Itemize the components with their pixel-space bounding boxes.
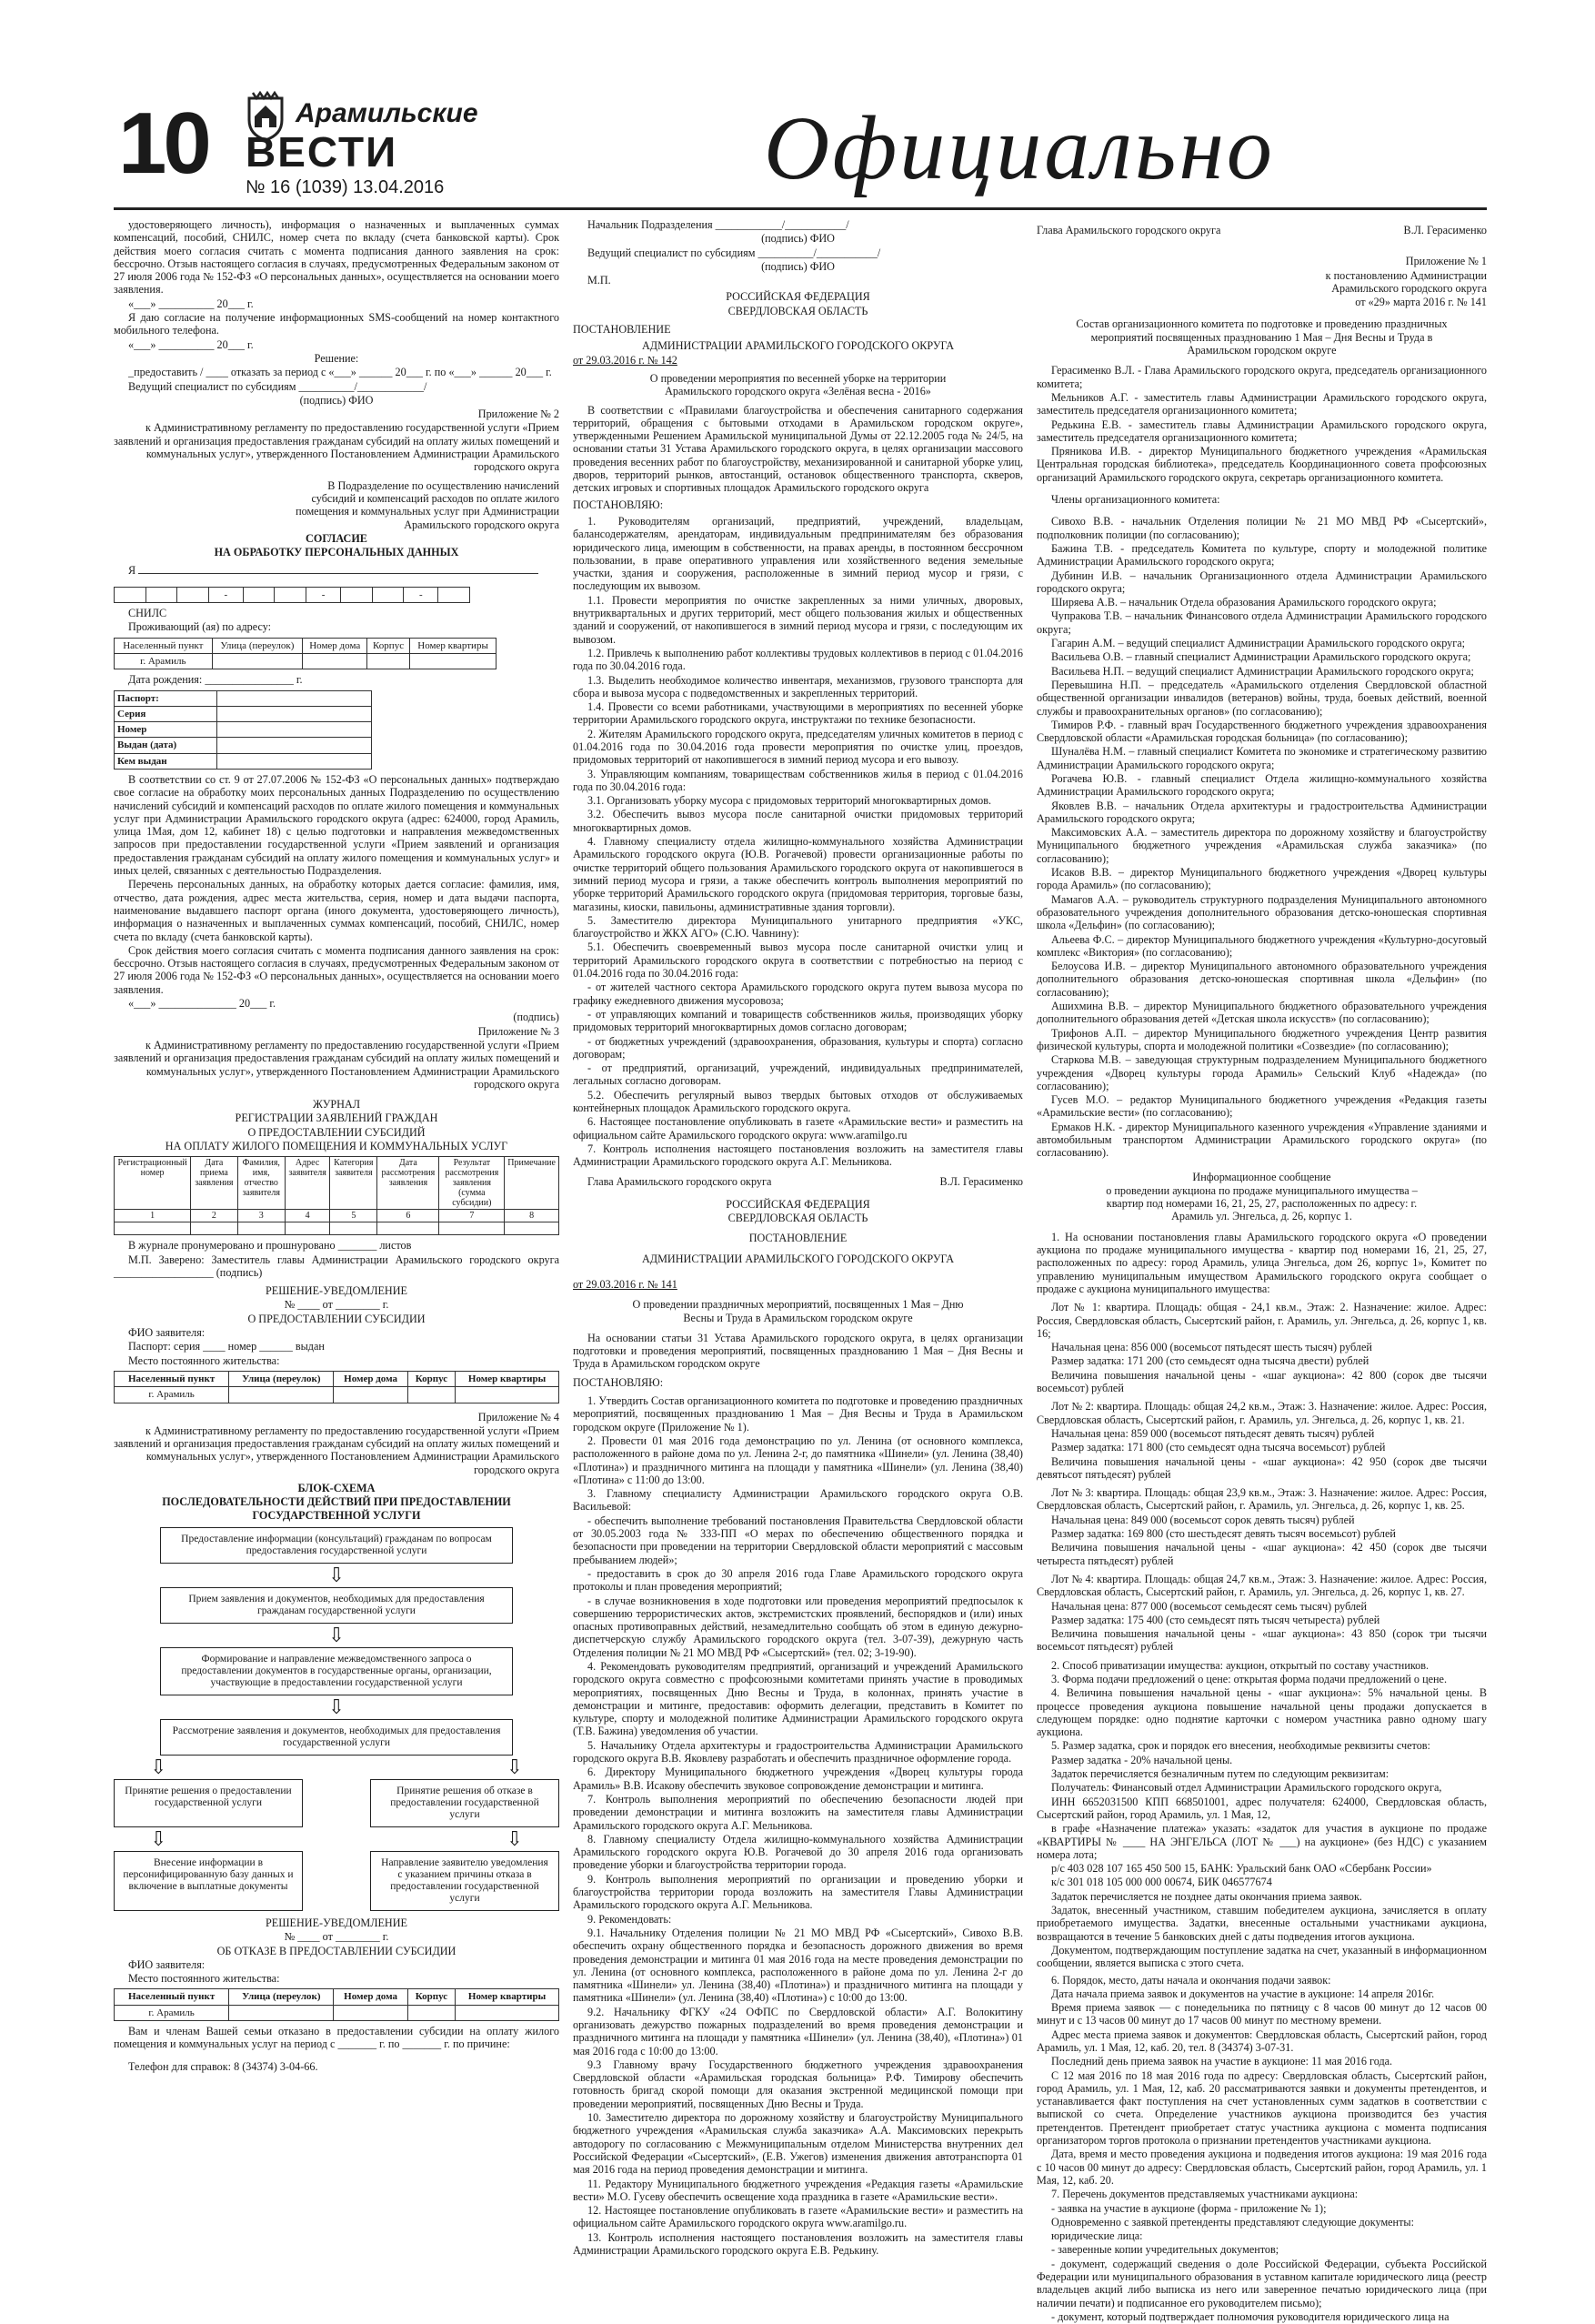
- lot-price: Начальная цена: 849 000 (восемьсот сорок девять тысяч) рублей: [1051, 1513, 1355, 1526]
- paragraph: 6. Директору Муниципального бюджетного учреждения «Дворец культуры города Арамиль» В.В. Исакову обеспечить звуковое сопровождение демонстрации и митинга.: [573, 1766, 1023, 1792]
- paragraph: - от бюджетных учреждений (здравоохранения, образования, культуры и спорта) согласно договорам;: [573, 1034, 1023, 1061]
- decision-title: РЕШЕНИЕ-УВЕДОМЛЕНИЕ: [266, 1916, 407, 1929]
- member: Исаков В.В. – директор Муниципального бюджетного учреждения «Дворец культуры города Арамиль» (по согласованию);: [1037, 866, 1487, 892]
- country: РОССИЙСКАЯ ФЕДЕРАЦИЯ: [726, 1197, 870, 1211]
- decree-word: ПОСТАНОВЛЯЮ:: [573, 1375, 664, 1389]
- paragraph: 4. Величина повышения начальной цены - «шаг аукциона»: 5% начальной цены. В процессе проведения аукциона повышение начальной цены продажи допускается в следующем порядке: одно поднятие карточки с номером участника равно одному шагу аукциона.: [1037, 1686, 1487, 1739]
- paragraph: удостоверяющего личность), информация о назначенных и выплаченных суммах компенсаций, пособий, СНИЛС, номер счета по вкладу (счета банковской карты). Срок действия моего согласия считать с момента подписания данного заявления на срок: бессрочно. Отзыв настоящего согласия в случаях, предусмотренных Федеральным законом от 27 июля 2006 года № 152-ФЗ «О персональных данных», осуществляется на основании моего заявления.: [114, 218, 559, 297]
- flowchart-subtitle: ПОСЛЕДОВАТЕЛЬНОСТИ ДЕЙСТВИЙ ПРИ ПРЕДОСТАВЛЕНИИ ГОСУДАРСТВЕННОЙ УСЛУГИ: [162, 1495, 511, 1522]
- paragraph: в графе «Назначение платежа» указать: «задаток для участия в аукционе по продаже «КВАРТИРЫ № ____ НА ЭНГЕЛЬСА (ЛОТ № ___) на аукционе» (без НДС) с указанием номера лота;: [1037, 1822, 1487, 1861]
- col-header: Улица (переулок): [212, 638, 303, 653]
- passport-line: Паспорт: серия ____ номер ______ выдан: [128, 1340, 325, 1353]
- paragraph: - от предприятий, организаций, учреждений, индивидуальных предпринимателей, легальных согласно договорам.: [573, 1061, 1023, 1088]
- flow-box: Направление заявителю уведомления с указанием причины отказа в предоставлении государственной услуги: [370, 1851, 559, 1911]
- lot-deposit: Размер задатка: 175 400 (сто семьдесят пять тысяч четыреста) рублей: [1051, 1613, 1380, 1626]
- journal-note: В журнале пронумеровано и прошнуровано _______ листов: [128, 1239, 412, 1253]
- name-blank: [138, 573, 538, 574]
- member: Чупракова Т.В. – начальник Финансового отдела Администрации Арамильского городского округа;: [1037, 609, 1487, 636]
- snils-grid: - - -: [114, 587, 470, 603]
- specialist-line: Ведущий специалист по субсидиям __________/____________/: [128, 379, 427, 393]
- header-rule: [114, 207, 1487, 210]
- paragraph: Документом, подтверждающим поступление задатка на счет, указанный в информационном сообщении, является выписка с этого счета.: [1037, 1943, 1487, 1970]
- member: Трифонов А.П. – директор Муниципального бюджетного учреждения Центр развития физической культуры, спорта и молодежной политики «Созвездие» (по согласованию);: [1037, 1026, 1487, 1052]
- paragraph: В соответствии со ст. 9 от 27.07.2006 № 152-ФЗ «О персональных данных» подтверждаю свое согласие на обработку моих персональных данных Подразделению по осуществлению начислений субсидий и компенсаций расходов по оплате жилого помещения и коммунальных услуг при Администрации Арамильского городского округа (адрес: 624000, город Арамиль, улица 1Мая, дом 12, кабинет 18) с целью подготовки и направления межведомственных запросов при предоставлении государственной услуги «Прием заявлений и организация предоставления гражданам субсидий на оплату жилого помещения и коммунальных услуг» и иных целей, связанных с деятельностью Подразделения.: [114, 772, 559, 878]
- paragraph: 1.4. Провести со всеми работниками, участвующими в мероприятиях по весенней уборке территории Арамильского городского округа, инструктажи по технике безопасности.: [573, 700, 1023, 727]
- journal-title: ЖУРНАЛ: [312, 1098, 361, 1112]
- appendix-text: к Административному регламенту по предоставлению государственной услуги «Прием заявлений и организация предоставления гражданам субсидий на оплату жилых помещений и коммунальных услуг», утвержденного Постановлением Администрации Арамильского городского округа: [114, 1038, 559, 1091]
- member: Перевышина Н.П. – председатель «Арамильского отделения Свердловской областной общественной организации инвалидов (ветеранов) войны, труда, боевых действий, военной службы и правоохранительных органов» (по согласованию);: [1037, 678, 1487, 718]
- column-1: [114, 218, 559, 2074]
- fio-line: ФИО заявителя:: [128, 1326, 206, 1340]
- member: Пряникова И.В. - директор Муниципального бюджетного учреждения «Арамильская Центральная городская библиотека», председатель Координационного совета профсоюзных организаций Арамильского городского округа, секретарь организационного комитета.: [1037, 445, 1487, 484]
- arrow-down-icon: ⇩: [150, 1755, 167, 1778]
- paragraph: 10. Заместителю директора по дорожному хозяйству и благоустройству Муниципального бюджетного учреждения «Арамильская служба заказчика» А.А. Максимовских перекрыть автодорогу по согласованию с Межмуниципальным отделом Министерства внутренних дел Российской Федерации «Сысертский», (Е.В. Ужегов) изменения движения автотранспорта 01 мая 2016 года на период проведения демонстрации и митинга.: [573, 2111, 1023, 2177]
- stamp-place: М.П.: [587, 274, 611, 287]
- phone-line: Телефон для справок: 8 (34374) 3-04-66.: [128, 2059, 318, 2073]
- journal-table: Регистрационный номер Дата приема заявления Фамилия, имя, отчество заявителя Адрес заявителя Категория заявителя Дата рассмотрения заявления Результат рассмотрения заявления (сумма субсидии) Примечание 1 2 3 4 5 6 7 8: [114, 1156, 559, 1235]
- journal-title: РЕГИСТРАЦИИ ЗАЯВЛЕНИЙ ГРАЖДАН: [235, 1112, 438, 1125]
- paragraph: 9.2. Начальнику ФГКУ «24 ОФПС по Свердловской области» А.Г. Волокитину организовать дежурство пожарных подразделений во время проведения демонстрации и праздничного митинга на площади у памятника «Шинели» (ул. Ленина (38,40), «Плотина») 01 мая 2016 года с 10:00 до 13:00.: [573, 2005, 1023, 2057]
- appendix-heading: Приложение № 1: [1405, 255, 1487, 268]
- paragraph: 3.1. Организовать уборку мусора с придомовых территорий многоквартирных домов.: [587, 794, 992, 808]
- flowchart-title: БЛОК-СХЕМА: [297, 1482, 376, 1495]
- appendix-text: к постановлению Администрации Арамильского городского округа: [1325, 268, 1487, 295]
- paragraph: 5. Размер задатка, срок и порядок его внесения, необходимые реквизиты счетов:: [1051, 1739, 1430, 1753]
- lot: Лот № 3: квартира. Площадь: общая 23,9 кв.м., Этаж: 3. Назначение: жилое. Адрес: Россия, Свердловская область, Сысертский район, г. Арамиль, ул. Энгельса, д. 26, корпус 1, кв. 25.: [1037, 1486, 1487, 1513]
- member: Гусев М.О. – редактор Муниципального бюджетного учреждения «Редакция газеты «Арамильские вести» (по согласованию);: [1037, 1093, 1487, 1120]
- paragraph: к/с 301 018 105 000 000 00674, БИК 046577674: [1051, 1876, 1272, 1889]
- passport-table: Паспорт: Серия Номер Выдан (дата) Кем выдан: [114, 690, 372, 770]
- lot-deposit: Размер задатка: 171 200 (сто семьдесят одна тысяча двести) рублей: [1051, 1354, 1369, 1368]
- member: Старкова М.В. – заведующая структурным подразделением Муниципального бюджетного учреждения «Дворец культуры города Арамиль» Сельский Клуб «Надежда» (по согласованию);: [1037, 1053, 1487, 1092]
- paragraph: 1.3. Выделить необходимое количество инвентаря, механизмов, грузового транспорта для сбора и вывоза мусора с подведомственных и закрепленных территорий.: [573, 673, 1023, 699]
- journal-sign: М.П. Заверено: Заместитель главы Администрации Арамильского городского округа __________________ (подпись): [114, 1253, 559, 1279]
- paragraph: 9. Рекомендовать:: [587, 1912, 672, 1926]
- member: Ермаков Н.К. - директор Муниципального казенного учреждения «Управление зданиями и автомобильным транспортом Администрации Арамильского городского округа» (по согласованию).: [1037, 1120, 1487, 1160]
- paragraph: Задаток, внесенный участником, ставшим победителем аукциона, зачисляется в оплату приобретаемого имущества. Задатки, внесенные остальными участниками аукциона, возвращаются в течение 5 банковских дней с даты подведения итогов аукциона.: [1037, 1904, 1487, 1943]
- decision-line: _предоставить / ____ отказать за период с «___» ______ 20___ г. по «___» ______ 20___ г.: [128, 366, 552, 379]
- member: Герасименко В.Л. - Глава Арамильского городского округа, председатель организационного комитета;: [1037, 364, 1487, 390]
- region: СВЕРДЛОВСКАЯ ОБЛАСТЬ: [727, 304, 868, 317]
- appendix-heading: Приложение № 3: [477, 1024, 559, 1038]
- page-number: 10: [118, 95, 208, 192]
- paragraph: 9.3 Главному врачу Государственного бюджетного учреждения здравоохранения Свердловской области «Арамильская городская больница» Р.Ф. Тимирову обеспечить готовность бригад скорой помощи для оказания экстренной медицинской помощи при проведении мероприятий, посвященных Дню Весны и Труда.: [573, 2057, 1023, 2110]
- date-line: «___» __________ 20___ г.: [128, 297, 254, 310]
- arrow-down-icon: ⇩: [506, 1755, 523, 1778]
- brand-logo: ВЕСТИ: [246, 128, 398, 176]
- member: Ширяева А.В. – начальник Отдела образования Арамильского городского округа;: [1051, 596, 1437, 609]
- paragraph: юридические лица:: [1051, 2229, 1143, 2243]
- paragraph: 7. Перечень документов представляемых участниками аукциона:: [1051, 2188, 1359, 2201]
- paragraph: Получатель: Финансовый отдел Администрации Арамильского городского округа,: [1051, 1781, 1442, 1795]
- address-table: Населенный пункт Улица (переулок) Номер дома Корпус Номер квартиры г. Арамиль: [114, 1371, 559, 1403]
- place-line: Место постоянного жительства:: [128, 1972, 280, 1986]
- paragraph: 7. Контроль исполнения настоящего постановления возложить на заместителя главы Администрации Арамильского городского округа А.Г. Мельникова.: [573, 1142, 1023, 1169]
- member: Мамагов А.А. – руководитель структурного подразделения Муниципального автономного образовательного учреждения дополнительного образования детско-юношеская спортивная школа «Дельфин» (по согласованию);: [1037, 892, 1487, 932]
- paragraph: Одновременно с заявкой претенденты представляют следующие документы:: [1051, 2215, 1414, 2228]
- paragraph: Срок действия моего согласия считать с момента подписания данного заявления на срок: бессрочно. Отзыв настоящего согласия в случаях, предусмотренных Федеральным законом от 27 июля 2006 года № 152-ФЗ «О персональных данных», осуществляется на основании моего заявления.: [114, 943, 559, 996]
- flow-box: Предоставление информации (консультаций) гражданам по вопросам предоставления государственной услуги: [160, 1527, 513, 1564]
- col-header: Корпус: [367, 638, 409, 653]
- decree-word: ПОСТАНОВЛЯЮ:: [573, 498, 664, 511]
- paragraph: 4. Главному специалисту отдела жилищно-коммунального хозяйства Администрации Арамильского городского округа (Ю.В. Рогачевой) провести организационные работы по очистке территорий общего пользования Арамильского городского округа от накопившегося в зимний период мусора и грязи, а также обеспечить контроль выполнения мероприятий по уборке территорий Арамильского городского округа (придомовая территория, торговые базы, магазины, киоски, павильоны, административные здания торговли).: [573, 835, 1023, 913]
- paragraph: - в случае возникновения в ходе подготовки или проведения мероприятий предпосылок к совершению террористических актов, экстремистских проявлений, беспорядков и (или) иных опасных противоправных действий, незамедлительно сообщать об этом в единую дежурно-диспетчерскую службу Арамильского городского округа (тел. 3-07-39), дежурную часть Отделения полиции № 21 МО МВД РФ «Сысертский» (тел. 02; 3-19-90).: [573, 1594, 1023, 1659]
- col-header: Номер дома: [303, 638, 367, 653]
- member: Васильева Н.П. – ведущий специалист Администрации Арамильского городского округа;: [1051, 664, 1474, 678]
- member: Рогачева Ю.В. - главный специалист Отдела жилищно-коммунального хозяйства Администрации Арамильского городского округа;: [1037, 771, 1487, 799]
- paragraph: 11. Редактору Муниципального бюджетного учреждения «Редакция газеты «Арамильские вести» М.О. Гусеву обеспечить освещение хода праздника в газете «Арамильские вести».: [573, 2177, 1023, 2203]
- paragraph: 1. Руководителям организаций, предприятий, учреждений, владельцам, балансодержателям, арендаторам, индивидуальным предпринимателям без образования юридического лица, имеющим в собственности, на правах аренды, в постоянном бессрочном пользовании, в праве оперативного управления или хозяйственного ведения земельные участки, здания и сооружения, расположенные в зимний период мусор и грязи, с последующим их вывозом.: [573, 514, 1023, 593]
- paragraph: 12. Настоящее постановление опубликовать в газете «Арамильские вести» и разместить на официальном сайте Арамильского городского округа www.aramilgo.ru.: [573, 2204, 1023, 2230]
- signature-caption: (подпись) ФИО: [761, 232, 835, 246]
- date-line: «___» ______________ 20___ г.: [128, 997, 276, 1011]
- paragraph: 2. Жителям Арамильского городского округа, председателям уличных комитетов в период с 01.04.2016 года по 30.04.2016 года провести мероприятия по очистке улиц, проездов, придомовых территорий от накопившегося в зимний период мусора и его вывозу.: [573, 727, 1023, 767]
- member: Гагарин А.М. – ведущий специалист Администрации Арамильского городского округа;: [1051, 637, 1466, 650]
- address-table: Населенный пункт Улица (переулок) Номер дома Корпус Номер квартиры г. Арамиль: [114, 1988, 559, 2021]
- decision-label: Решение:: [314, 351, 359, 365]
- lot-step: Величина повышения начальной цены - «шаг аукциона»: 42 450 (сорок две тысячи четыреста пятьдесят) рублей: [1037, 1541, 1487, 1567]
- paragraph: 3. Главному специалисту Администрации Арамильского городского округа О.В. Васильевой:: [573, 1487, 1023, 1514]
- arrow-down-icon: ⇩: [327, 1563, 346, 1586]
- doc-subject: О проведении праздничных мероприятий, посвященных 1 Мая – Дню Весны и Труда в Арамильском городском округе: [632, 1298, 964, 1324]
- paragraph: 5. Начальнику Отдела архитектуры и градостроительства Администрации Арамильского городского округа В.В. Яковлеву разработать и обеспечить праздничное оформление города.: [573, 1738, 1023, 1766]
- flow-box: Рассмотрение заявления и документов, необходимых для предоставления государственной услуги: [160, 1719, 513, 1756]
- column-3: [1037, 218, 1487, 2324]
- arrow-down-icon: ⇩: [506, 1826, 523, 1850]
- paragraph: Я даю согласие на получение информационных SMS-сообщений на номер контактного мобильного телефона.: [114, 311, 559, 337]
- decision-subject: ОБ ОТКАЗЕ В ПРЕДОСТАВЛЕНИИ СУБСИДИИ: [216, 1944, 456, 1957]
- paragraph: 2. Провести 01 мая 2016 года демонстрацию по ул. Ленина (от основного комплекса, расположенного в районе дома по ул. Ленина 2-г, до памятника «Шинели» (ул. Ленина (38,40) «Плотина») и праздничного митинга на площади у памятника «Шинели» (ул. Ленина (38,40) «Плотина» с 11:00 до 13:00.: [573, 1434, 1023, 1486]
- lot-step: Величина повышения начальной цены - «шаг аукциона»: 42 950 (сорок две тысячи девятьсот пятьдесят) рублей: [1037, 1454, 1487, 1481]
- col-header: Номер квартиры: [409, 638, 497, 653]
- paragraph: - заверенные копии учредительных документов;: [1051, 2243, 1279, 2257]
- ya-label: Я: [114, 564, 559, 577]
- consent-title: СОГЛАСИЕ: [306, 531, 367, 545]
- snils-label: СНИЛС: [128, 607, 167, 620]
- doc-type: ПОСТАНОВЛЕНИЕ: [573, 323, 671, 337]
- signature-caption: (подпись) ФИО: [299, 393, 374, 407]
- consent-subtitle: НА ОБРАБОТКУ ПЕРСОНАЛЬНЫХ ДАННЫХ: [214, 546, 459, 559]
- issue-number: № 16 (1039) 13.04.2016: [246, 177, 445, 197]
- paragraph: - от жителей частного сектора Арамильского городского округа путем вывоза мусора по графику ежедневного движения мусоровоза;: [573, 981, 1023, 1007]
- notice-title: Информационное сообщение: [1192, 1170, 1331, 1183]
- paragraph: 13. Контроль исполнения настоящего постановления возложить на заместителя главы Администрации Арамильского городского округа Е.В. Редькину.: [573, 2230, 1023, 2258]
- paragraph: 1. На основании постановления главы Арамильского городского округа «О проведении аукциона по продаже муниципального имущества - квартир под номерами 16, 21, 25, 27, расположенных по адресу: город Арамиль, улица Энгельса, дом 26, корпус 1», Комитет по управлению муниципальным имуществом Арамильского городского округа сообщает о продаже с аукциона муниципального имущества:: [1037, 1230, 1487, 1295]
- place-line: Место постоянного жительства:: [128, 1353, 280, 1367]
- appendix-date: от «29» марта 2016 г. № 141: [1355, 296, 1487, 309]
- paragraph: 6. Порядок, место, даты начала и окончания подачи заявок:: [1051, 1973, 1331, 1987]
- flow-box: Принятие решения об отказе в предоставлении государственной услуги: [370, 1779, 559, 1827]
- journal-title: НА ОПЛАТУ ЖИЛОГО ПОМЕЩЕНИЯ И КОММУНАЛЬНЫХ УСЛУГ: [165, 1140, 508, 1152]
- paragraph: 5.1. Обеспечить своевременный вывоз мусора после санитарной очистки улиц и территорий Арамильского городского округа в соответствии с потребностью на период с 01.04.2016 года по 30.04.2016 года:: [573, 941, 1023, 981]
- paragraph: 7. Контроль выполнения мероприятий по обеспечению безопасности людей при проведении демонстрации и митинга возложить на заместителя главы Администрации Арамильского городского округа А.Г. Мельникова.: [573, 1792, 1023, 1832]
- arrow-down-icon: ⇩: [327, 1695, 346, 1718]
- appendix-text: к Административному регламенту по предоставлению государственной услуги «Прием заявлений и организация предоставления гражданам субсидий на оплату жилых помещений и коммунальных услуг», утвержденного Постановлением Администрации Арамильского городского округа: [114, 1424, 559, 1476]
- addressee: В Подразделение по осуществлению начислений субсидий и компенсаций расходов по оплате жилого помещения и коммунальных услуг при Администрации Арамильского городского округа: [296, 478, 559, 531]
- decision-number: № ____ от ________ г.: [284, 1298, 389, 1312]
- paragraph: С 12 мая 2016 по 18 мая 2016 года по адресу: Свердловская область, Сысертский район, город Арамиль, ул. 1 Мая, 12, каб. 20 рассматриваются заявки и документы претендентов, и устанавливается факт поступления на счет установленных сумм задатков в соответствии с выпиской со счета. Определение участников аукциона производится без участия претендентов. Претендент приобретает статус участника аукциона с момента подписания организатором торгов протокола о признании претендентов участниками аукциона.: [1037, 2068, 1487, 2148]
- spec-line: Ведущий специалист по субсидиям __________/___________/: [587, 246, 881, 259]
- signature-row: Глава Арамильского городского округа В.Л. Герасименко: [587, 1175, 1023, 1189]
- member: Яковлев В.В. – начальник Отдела архитектуры и градостроительства Администрации Арамильского городского округа;: [1037, 799, 1487, 825]
- member: Редькина Е.В. - заместитель главы Администрации Арамильского городского округа, заместитель председателя организационного комитета;: [1037, 418, 1487, 444]
- paragraph: ИНН 6652031500 КПП 668501001, адрес получателя: 624000, Свердловская область, Сысертский район, город Арамиль, ул. 1 Мая, 12,: [1037, 1795, 1487, 1821]
- lot-step: Величина повышения начальной цены - «шаг аукциона»: 43 850 (сорок три тысячи восемьсот пятьдесят) рублей: [1037, 1627, 1487, 1654]
- member: Бажина Т.В. - председатель Комитета по культуре, спорту и молодежной политике Администрации Арамильского городского округа;: [1037, 541, 1487, 568]
- signature-caption: (подпись): [513, 1011, 559, 1024]
- lot-step: Величина повышения начальной цены - «шаг аукциона»: 42 800 (сорок две тысячи восемьсот) рублей: [1037, 1368, 1487, 1395]
- decision-number: № ____ от ________ г.: [284, 1930, 389, 1944]
- address-label: Проживающий (ая) по адресу:: [128, 620, 272, 634]
- lot: Лот № 1: квартира. Площадь: общая - 24,1 кв.м., Этаж: 2. Назначение: жилое. Адрес: Россия, Свердловская область, Сысертский район, г. Арамиль, ул. Энгельса, д. 26, корпус 1, кв. 16;: [1037, 1301, 1487, 1340]
- decision-subject: О ПРЕДОСТАВЛЕНИИ СУБСИДИИ: [247, 1312, 426, 1325]
- paragraph: - документ, содержащий сведения о доле Российской Федерации, субъекта Российской Федерации или муниципального образования в уставном капитале юридического лица (реестр владельцев акций либо выписка из него или заверенное печатью юридического лица (при наличии печати) и подписанное его руководителем письмо);: [1037, 2257, 1487, 2309]
- committee-title: Состав организационного комитета по подготовке и проведению праздничных мероприятий посвященных празднованию 1 Мая – Дня Весны и Труда в Арамильском городском округе: [1076, 317, 1448, 357]
- paragraph: 1.2. Привлечь к выполнению работ коллективы трудовых коллективов в период с 01.04.2016 года по 30.04.2016 года.: [573, 646, 1023, 673]
- member: Шуналёва Н.М. – главный специалист Комитета по экономике и стратегическому развитию Администрации Арамильского городского округа;: [1037, 745, 1487, 771]
- address-table: [114, 638, 497, 670]
- paragraph: Перечень персональных данных, на обработку которых дается согласие: фамилия, имя, отчество, дата рождения, адрес места жительства, серия, номер и дата выдачи паспорта, наименование выдавшего паспорт органа (иного документа, удостоверяющего личность), информация о назначенных и выплаченных суммах компенсаций, пособий, СНИЛС, номер счета по вкладу (счета банковской карты).: [114, 878, 559, 943]
- table-cell: г. Арамиль: [115, 653, 213, 669]
- member: Васильева О.В. – главный специалист Администрации Арамильского городского округа;: [1051, 650, 1471, 664]
- flow-box: Принятие решения о предоставлении государственной услуги: [114, 1779, 303, 1827]
- paragraph: Задаток перечисляется безналичным путем по следующим реквизитам:: [1051, 1767, 1389, 1781]
- issuer: АДМИНИСТРАЦИИ АРАМИЛЬСКОГО ГОРОДСКОГО ОКРУГА: [641, 339, 955, 353]
- member: Тимиров Р.Ф. - главный врач Государственного бюджетного учреждения здравоохранения Свердловской области «Арамильская городская больница» (по согласованию);: [1037, 718, 1487, 745]
- decision-title: РЕШЕНИЕ-УВЕДОМЛЕНИЕ: [266, 1284, 407, 1298]
- paragraph: Вам и членам Вашей семьи отказано в предоставлении субсидии на оплату жилого помещения и коммунальных услуг на период с _______ г. по _______ г. по причине:: [114, 2025, 559, 2051]
- paragraph: - предоставить в срок до 30 апреля 2016 года Главе Арамильского городского округа протоколы и план проведения мероприятий;: [573, 1566, 1023, 1594]
- chief-line: Начальник Подразделения ____________/___________/: [587, 218, 849, 231]
- member: Мельников А.Г. - заместитель главы Администрации Арамильского городского округа, заместитель председателя организационного комитета;: [1037, 390, 1487, 418]
- rubric-title: Официально: [764, 97, 1275, 198]
- paragraph: р/с 403 028 107 165 450 500 15, БАНК: Уральский банк ОАО «Сбербанк России»: [1051, 1862, 1432, 1876]
- paragraph: - заявка на участие в аукционе (форма - приложение № 1);: [1051, 2201, 1327, 2215]
- paragraph: В соответствии с «Правилами благоустройства и обеспечения санитарного содержания территорий, обращения с бытовыми отходами в Арамильском городском округе», утвержденными Решением Арамильской муниципальной Думы от 22.12.2005 года № 24/5, на основании статьи 31 Устава Арамильского городского округа, в целях организации массового проведения весенних работ по благоустройству, механизированной и санитарной уборке улиц, дворов, территорий рынков, автостанций, остановок общественного транспорта, скверов, детских игровых и спортивных площадок Арамильского городского округа: [573, 403, 1023, 495]
- member: Дубинин И.В. – начальник Организационного отдела Администрации Арамильского городского округа;: [1037, 568, 1487, 595]
- signature-row: Глава Арамильского городского округа В.Л. Герасименко: [1037, 224, 1487, 236]
- arrow-down-icon: ⇩: [150, 1826, 167, 1850]
- paragraph: - документ, который подтверждает полномочия руководителя юридического лица на: [1051, 2309, 1450, 2323]
- lot-price: Начальная цена: 856 000 (восемьсот пятьдесят шесть тысяч) рублей: [1051, 1341, 1372, 1354]
- paragraph: 3. Управляющим компаниям, товариществам собственников жилья в период с 01.04.2016 года по 30.04.2016 года:: [573, 767, 1023, 793]
- paragraph: Адрес места приема заявок и документов: Свердловская область, Сысертский район, город Арамиль, ул. 1 Мая, 12, каб. 20, тел. 8 (34374) 3-07-31.: [1037, 2027, 1487, 2054]
- notice-subtitle: о проведении аукциона по продаже муниципального имущества – квартир под номерами 16, 21, 25, 27, расположенных по адресу: г. Арамиль ул. Энгельса, д. 26, корпус 1.: [1106, 1183, 1418, 1223]
- member: Максимовских А.А. – заместитель директора по дорожному хозяйству и благоустройству Муниципального бюджетного учреждения «Арамильская служба заказчика» (по согласованию);: [1037, 826, 1487, 865]
- member: Ашихмина В.В. – директор Муниципального бюджетного образовательного учреждения дополнительного образования детей «Детская школа искусств» (по согласованию);: [1037, 1000, 1487, 1026]
- doc-type: ПОСТАНОВЛЕНИЕ: [748, 1232, 848, 1245]
- member: Белоусова И.В. – директор Муниципального автономного образовательного учреждения дополнительного образования детско-юношеская спортивная школа «Дельфин» (по согласованию);: [1037, 960, 1487, 999]
- member: Сивохо В.В. - начальник Отделения полиции № 21 МО МВД РФ «Сысертский», подполковник полиции (по согласованию);: [1037, 515, 1487, 541]
- members-heading: Члены организационного комитета:: [1051, 493, 1220, 507]
- appendix-heading: Приложение № 4: [477, 1410, 559, 1424]
- lot-price: Начальная цена: 877 000 (восемьсот семьдесят семь тысяч) рублей: [1051, 1599, 1367, 1613]
- paragraph: Задаток перечисляется не позднее даты окончания приема заявок.: [1051, 1889, 1362, 1903]
- col-header: Населенный пункт: [115, 638, 213, 653]
- doc-date: от 29.03.2016 г. № 141: [573, 1277, 677, 1291]
- flow-box: Внесение информации в персонифицированную базу данных и включение в выплатные документы: [114, 1851, 303, 1911]
- appendix-heading: Приложение № 2: [477, 407, 559, 421]
- doc-subject: О проведении мероприятия по весенней уборке на территории Арамильского городского округа «Зелёная весна - 2016»: [649, 371, 947, 398]
- fio-line: ФИО заявителя:: [128, 1957, 206, 1971]
- flow-box: Прием заявления и документов, необходимых для предоставления гражданам государственной услуги: [160, 1587, 513, 1624]
- doc-date: от 29.03.2016 г. № 142: [573, 353, 677, 367]
- paragraph: На основании статьи 31 Устава Арамильского городского округа, в целях организации подготовки и проведения мероприятий, посвященных празднованию 1 Мая – Дня Весны и Труда в Арамильском городском округе: [573, 1331, 1023, 1371]
- brand-top: Арамильские: [296, 98, 478, 128]
- paragraph: Дата, время и место проведения аукциона и подведения итогов аукциона: 19 мая 2016 года с 10 часов 00 минут до адресу: Свердловская область, Сысертский район, город Арамиль, ул. 1 Мая, 12, каб. 20.: [1037, 2148, 1487, 2187]
- paragraph: 1.1. Провести мероприятия по очистке закрепленных за ними уличных, дворовых, внутриквартальных и других территорий, мест общего пользования жилых и общественных зданий и сооружений, от накопившегося в зимний период мусора и грязи, с последующим их вывозом.: [573, 593, 1023, 646]
- lot: Лот № 4: квартира. Площадь: общая 24,7 кв.м., Этаж: 3. Назначение: жилое. Адрес: Россия, Свердловская область, Сысертский район, г. Арамиль, ул. Энгельса, д. 26, корпус 1, кв. 27.: [1037, 1572, 1487, 1599]
- region: СВЕРДЛОВСКАЯ ОБЛАСТЬ: [727, 1212, 868, 1225]
- paragraph: - от управляющих компаний и товариществ собственников жилья, производящих уборку придомовых территорий многоквартирных домов согласно договорам;: [573, 1007, 1023, 1034]
- birth-date: Дата рождения: ________________ г.: [128, 673, 303, 687]
- paragraph: 4. Рекомендовать руководителям предприятий, организаций и учреждений Арамильского городского округа совместно с профсоюзными комитетами принять участие в проводимых мероприятиях, посвященных Дню Весны и Труда, в колоннах, принять участие в демонстрации и митинге, предоставив: оформить делегации, представить в Комитет по культуре, спорту и молодежной политике Администрации Арамильского городского округа (Т.В. Бажина) уведомления об участии.: [573, 1659, 1023, 1738]
- paragraph: 3.2. Обеспечить вывоз мусора после санитарной очистки придомовых территорий многоквартирных домов.: [573, 808, 1023, 834]
- lot-deposit: Размер задатка: 169 800 (сто шестьдесят девять тысяч восемьсот) рублей: [1051, 1527, 1396, 1541]
- appendix-text: к Административному регламенту по предоставлению государственной услуги «Прием заявлений и организация предоставления гражданам субсидий на оплату жилых помещений и коммунальных услуг», утвержденного Постановлением Администрации Арамильского городского округа: [114, 421, 559, 474]
- arrow-down-icon: ⇩: [327, 1623, 346, 1646]
- lot-price: Начальная цена: 859 000 (восемьсот пятьдесят девять тысяч) рублей: [1051, 1426, 1375, 1440]
- masthead: [0, 0, 1595, 214]
- paragraph: 1. Утвердить Состав организационного комитета по подготовке и проведению праздничных мероприятий, посвященных празднованию 1 Мая – Дня Весны и Труда в Арамильском городском округе (Приложение № 1).: [573, 1394, 1023, 1434]
- paragraph: 2. Способ приватизации имущества: аукцион, открытый по составу участников.: [1051, 1658, 1429, 1672]
- journal-title: О ПРЕДОСТАВЛЕНИИ СУБСИДИЙ: [247, 1125, 426, 1139]
- country: РОССИЙСКАЯ ФЕДЕРАЦИЯ: [726, 290, 870, 304]
- paragraph: 6. Настоящее постановление опубликовать в газете «Арамильские вести» и разместить на официальном сайте Арамильского городского округа: www.aramilgo.ru: [573, 1115, 1023, 1142]
- member: Альеева Ф.С. – директор Муниципального бюджетного учреждения «Культурно-досуговый комплекс «Виктория» (по согласованию);: [1037, 932, 1487, 959]
- flowchart: [114, 1527, 559, 1911]
- signature-caption: (подпись) ФИО: [761, 259, 835, 273]
- paragraph: Дата начала приема заявок и документов на участие в аукционе: 14 апреля 2016г.: [1051, 1987, 1435, 2000]
- paragraph: Время приема заявок — с понедельника по пятницу с 8 часов 00 минут до 12 часов 00 минут и с 13 часов 00 минут до 17 часов 00 минут по местному времени.: [1037, 2001, 1487, 2027]
- paragraph: Размер задатка - 20% начальной цены.: [1051, 1753, 1233, 1766]
- date-line: «___» __________ 20___ г.: [128, 337, 254, 351]
- paragraph: 5. Заместителю директора Муниципального унитарного предприятия «УКС, благоустройство и ЖКХ АГО» (С.Ю. Чавнину):: [573, 913, 1023, 941]
- paragraph: 5.2. Обеспечить регулярный вывоз твердых бытовых отходов от обслуживаемых контейнерных площадок Арамильского городского округа.: [573, 1088, 1023, 1114]
- paragraph: 9.1. Начальнику Отделения полиции № 21 МО МВД РФ «Сысертский», Сивохо В.В. обеспечить охрану общественного порядка и безопасность дорожного движения во время проведения демонстрации и митинга 01 мая 2016 года на месте проведения демонстрации по ул. Ленина (от основного комплекса, расположенного в районе дома по ул. Ленина 2-г до памятника «Шинели» ул. Ленина (38,40) «Плотина») и праздничного митинга на площади у памятника «Шинели» (ул. Ленина (38,40) «Плотина») с 10:00 до 13:00.: [573, 1926, 1023, 2005]
- lot: Лот № 2: квартира. Площадь: общая 24,2 кв.м., Этаж: 3. Назначение: жилое. Адрес: Россия, Свердловская область, Сысертский район, г. Арамиль, ул. Энгельса, д. 26, корпус 1, кв. 21.: [1037, 1400, 1487, 1426]
- flow-box: Формирование и направление межведомственного запроса о предоставлении документов в государственные органы, организации, участвующие в предоставлении государственной услуги: [160, 1647, 513, 1695]
- column-2: [573, 218, 1023, 2258]
- lot-deposit: Размер задатка: 171 800 (сто семьдесят одна тысяча восемьсот) рублей: [1051, 1441, 1386, 1454]
- paragraph: - обеспечить выполнение требований постановления Правительства Свердловской области от 30.05.2003 года № 333-ПП «О мерах по обеспечению общественного порядка и безопасности при проведении на территории Свердловской области мероприятий с массовым пребыванием людей»;: [573, 1514, 1023, 1566]
- paragraph: 3. Форма подачи предложений о цене: открытая форма подачи предложений о цене.: [1051, 1672, 1447, 1685]
- issuer: АДМИНИСТРАЦИИ АРАМИЛЬСКОГО ГОРОДСКОГО ОКРУГА: [641, 1252, 955, 1265]
- paragraph: Последний день приема заявок на участие в аукционе: 11 мая 2016 года.: [1051, 2055, 1393, 2068]
- paragraph: 8. Главному специалисту Отдела жилищно-коммунального хозяйства Администрации Арамильского городского округа Ю.В. Рогачевой до 30 апреля 2016 года организовать проведение уборки и благоустройства территории города.: [573, 1832, 1023, 1872]
- paragraph: 9. Контроль выполнения мероприятий по организации и проведению уборки и благоустройства территории города возложить на заместителя Главы Администрации Арамильского городского округа А.Г. Мельникова.: [573, 1872, 1023, 1912]
